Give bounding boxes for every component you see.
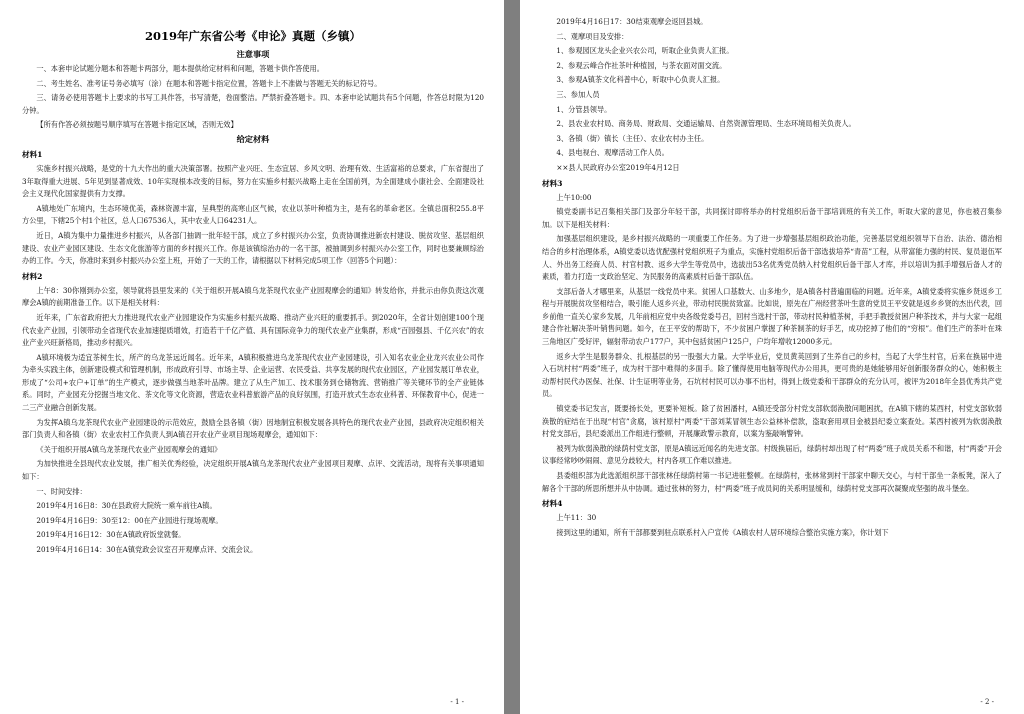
list-item: 2、参观云峰合作社茶叶种植园，与茶农面对面交流。 (556, 60, 727, 70)
paragraph: 被列为软弱涣散的绿荫村党支部，原是A镇远近闻名的先进支部。村级换届后，绿荫村却出现了村“两委”班子成员关系不和谐，村“两委”开会议事经常吵吵闹闹、意见分歧较大，村内各项工作难以推进。 (542, 443, 1002, 466)
schedule-item: 2019年4月16日14：30在A镇党政会议室召开观摩点评、交流会议。 (36, 545, 258, 554)
paragraph: 近日，A镇为集中力量推进乡村振兴，从各部门抽调一批年轻干部，成立了乡村振兴办公室，负责协调推进新农村建设、脱贫攻坚、基层组织建设、农业产业园区建设、生态文化旅游等方面的乡村振兴工作。你是该镇综治办的一名干部，被抽调到乡村振兴办公室工作，同时也要兼顾综治办的工作。今天，你准时来到乡村振兴办公室上班，开始了一天的工作，请根据以下材料完成5项工作（回答5个问题）： (22, 230, 484, 266)
paragraph: 接到这里的通知，所有干部都要到驻点联系村入户宣传《A镇农村人居环境综合整治实施方案》，你计划下 (556, 527, 889, 537)
material-1-label: 材料1 (22, 149, 43, 159)
document-page-1 (0, 0, 504, 714)
document-page-2 (520, 0, 1024, 714)
paragraph: 支部后备人才哪里来，从基层一线党员中来。贫困人口基数大、山多地少，是A镇各村普遍面临的问题。近年来，A镇党委将实施乡贤返乡工程与开展脱贫攻坚相结合，吸引能人返乡兴业，带动村民脱贫致富。比如说，原先在广州经营茶叶生意的党员王平安就是返乡乡贤的杰出代表，回乡前他一直关心家乡发展，几年前相应党中央各级党委号召，回村当选村干部，带动村民种植茶树，手把手教授贫困户种茶技术，并与大家一起组建合作社解决茶叶销售问题。如今，在王平安的帮助下，不少贫困户掌握了种茶制茶的好手艺，成功挖掉了他们的“穷根”。他们生产的茶叶在珠三角地区广受好评，辐射带动农户177户，其中包括贫困户125户，户均年增收12000多元。 (542, 286, 1003, 347)
list-item: 3、各镇（街）镇长（主任）、农业农村办主任。 (556, 133, 709, 143)
paragraph: 上午8：30你刚到办公室，领导就将县里发来的《关于组织开展A镇乌龙茶现代农业产业园观摩会的通知》转发给你，并批示由你负责这次观摩会A镇的前期准备工作。以下是相关材料： (22, 285, 484, 308)
notice-line: 三、请务必使用答题卡上要求的书写工具作答，书写清楚，卷面整洁。严禁折叠答题卡。四、本套申论试题共有5个问题，作答总时限为120分钟。 (22, 93, 484, 115)
page-number: - 1 - (450, 698, 464, 706)
page-number: - 2 - (980, 698, 994, 706)
list-item: 1、分管县领导。 (556, 104, 612, 114)
page-title: 2019年广东省公考《申论》真题（乡镇） (144, 29, 361, 43)
list-item: 3、参观A镇茶文化科普中心，听取中心负责人汇报。 (556, 75, 725, 85)
schedule-item: 2019年4月16日12：30在A镇政府饭堂就餐。 (36, 530, 186, 540)
paragraph: 实施乡村振兴战略，是党的十九大作出的重大决策部署。按照产业兴旺、生态宜居、乡风文明、治理有效、生活富裕的总要求，广东省提出了3年取得重大进展、5年见到显著成效、10年实现根本改变的目标，努力在实施乡村振兴战略上走在全国前列，为全面建成小康社会、全面建设社会主义现代化国家提供有力支撑。 (22, 163, 484, 199)
paragraph: 县委组织部为此选派组织部干部张林任绿荫村第一书记进驻整顿。在绿荫村，张林常到村干部家中聊天交心，与村干部坐一条板凳，深入了解各个干部的所思所想并从中协调。通过张林的努力，村“两委”班子成员间的关系明显缓和，绿荫村党支部再次凝聚成坚强的战斗堡垒。 (542, 471, 1002, 493)
notice-line: 【所有作答必须按题号顺序填写在答题卡指定区域，否则无效】 (36, 120, 238, 130)
paragraph: 为加快推进全县现代农业发展，推广相关优秀经验，决定组织开展A镇乌龙茶现代农业产业园项目观摩、点评、交流活动，现将有关事项通知如下： (22, 459, 484, 482)
schedule-heading: 一、时间安排： (36, 486, 87, 496)
schedule-item: 2019年4月16日9：30至12：00在产业园进行现场观摩。 (36, 515, 223, 525)
time-label: 上午10:00 (556, 192, 592, 202)
notice-heading: 注意事项 (236, 49, 270, 59)
list-item: 1、参观园区龙头企业兴农公司，听取企业负责人汇报。 (556, 46, 734, 56)
time-label: 上午11：30 (556, 513, 597, 523)
section-heading: 二、观摩项目及安排： (556, 31, 629, 41)
signature-line: ××县人民政府办公室2019年4月12日 (556, 162, 680, 172)
paragraph: 为发挥A镇乌龙茶现代农业产业园建设的示范效应，鼓励全县各镇（街）因地制宜积极发展各具特色的现代农业产业园，县政府决定组织相关部门负责人和各镇（街）农业农村工作负责人到A镇召开农业产业项目现场观摩会，通知如下： (22, 417, 484, 440)
materials-heading: 给定材料 (236, 133, 270, 144)
material-4-label: 材料4 (542, 499, 563, 509)
paragraph: 加强基层组织建设，是乡村振兴战略的一项重要工作任务。为了进一步增强基层组织政治功能，完善基层党组织领导下自治、法治、德治相结合的乡村治理体系，A镇党委以选优配强村党组织班子为重点，实施村党组织后备干部选拔培养“青苗”工程，从带富能力强的村民、复员退伍军人、外出务工经商人员、村官村教、返乡大学生等党员中，选拔出53名优秀党员纳入村党组织后备干部人才库，并以培训为抓手增强后备人才的素质，着力打造一支政治坚定、为民服务的高素质村后备干部队伍。 (542, 234, 1002, 282)
paragraph: 镇党委副书记召集相关部门及部分年轻干部，共同探讨即将举办的村党组织后备干部培训班的有关工作，听取大家的意见，你也被召集参加。以下是相关材料： (542, 207, 1002, 229)
material-2-label: 材料2 (22, 271, 43, 281)
notice-line: 一、本套申论试题分题本和答题卡两部分，题本提供给定材料和问题，答题卡供作答使用。 (36, 64, 324, 73)
paragraph: 返乡大学生是服务群众、扎根基层的另一股强大力量。大学毕业后，党员黄英回到了生养自己的乡村，当起了大学生村官，后来在换届中进入石坑村村“两委”班子，成为村干部中难得的多面手。除了懂得使用电脑等现代办公用具，更可贵的是她能够用好创新服务群众的心，她积极主动帮村民代办医保、社保、计生证明等业务，石坑村村民可以办事不出村，得到上级党委和干部群众的充分认可，被评为2018年全县优秀共产党员。 (542, 351, 1002, 399)
notice-line: 二、考生姓名、准考证号务必填写（涂）在题本和答题卡指定位置，答题卡上不准做与答题无关的标记符号。 (36, 78, 382, 88)
notice-title: 《关于组织开展A镇乌龙茶现代农业产业园观摩会的通知》 (36, 444, 222, 454)
paragraph: 镇党委书记发言，既要扬长处，更要补短板。除了贫困潘村，A镇还受部分村党支部软弱涣散问题困扰，在A镇下辖的某西村，村党支部软弱涣散的症结在于出现“村官”贪腐，该村原村“两委”干部刘某冒领生态公益林补偿款，盗取套用项目金被县纪委立案查处。某西村被列为软弱涣散村党支部后，县纪委派出工作组进行整顿，开展廉政警示教育，以案为鉴敲响警钟。 (542, 404, 1002, 439)
schedule-item: 2019年4月16日8：30在县政府大院统一乘车前往A镇。 (36, 501, 217, 511)
list-item: 2、县农业农村局、商务局、财政局、交通运输局、自然资源管理局、生态环境局相关负责人。 (556, 119, 856, 129)
section-heading: 三、参加人员 (556, 89, 600, 99)
list-item: 4、县电视台、观摩活动工作人员。 (556, 148, 669, 158)
material-3-label: 材料3 (542, 178, 563, 188)
paragraph: 近年来，广东省政府把大力推进现代农业产业园建设作为实施乡村振兴战略、推动产业兴旺的重要抓手。到2020年，全省计划创建100个现代农业产业园，引领带动全省现代农业加速提质增效，打造若干千亿产值、具有国际竞争力的现代农业产业集群，形成“百园强县、千亿兴农”的农业产业兴旺新格局，推动乡村振兴。 (22, 312, 484, 348)
paragraph: A镇地处广东境内，生态环境优美，森林资源丰富，呈典型的高寒山区气候，农业以茶叶种植为主，是有名的革命老区。全镇总面积255.8平方公里，下辖25个村1个社区，总人口67536人，其中农业人口64231人。 (22, 203, 484, 226)
paragraph: A镇环境极为适宜茶树生长，所产的乌龙茶远近闻名。近年来，A镇积极推进乌龙茶现代农业产业园建设，引入知名农业企业龙兴农业公司作为牵头实践主体，创新建设模式和管理机制，形成政府引导、市场主导、企业运营、农民受益、共享发展的现代农业园区，产业园发展订单农业，形成了“公司+农户+订单”的生产模式，逐步做强当地茶叶品牌。建立了从生产加工、技术服务到仓储物流、营销推广等关键环节的全产业链体系。同时，产业园充分挖掘当地文化、茶文化等文化资源，营造农业科普旅游产品的良好氛围，打造开放式生态农业科普、环保教育中心，促进一二三产业融合创新发展。 (22, 352, 484, 413)
schedule-item: 2019年4月16日17：30结束观摩会返回县城。 (556, 17, 708, 26)
